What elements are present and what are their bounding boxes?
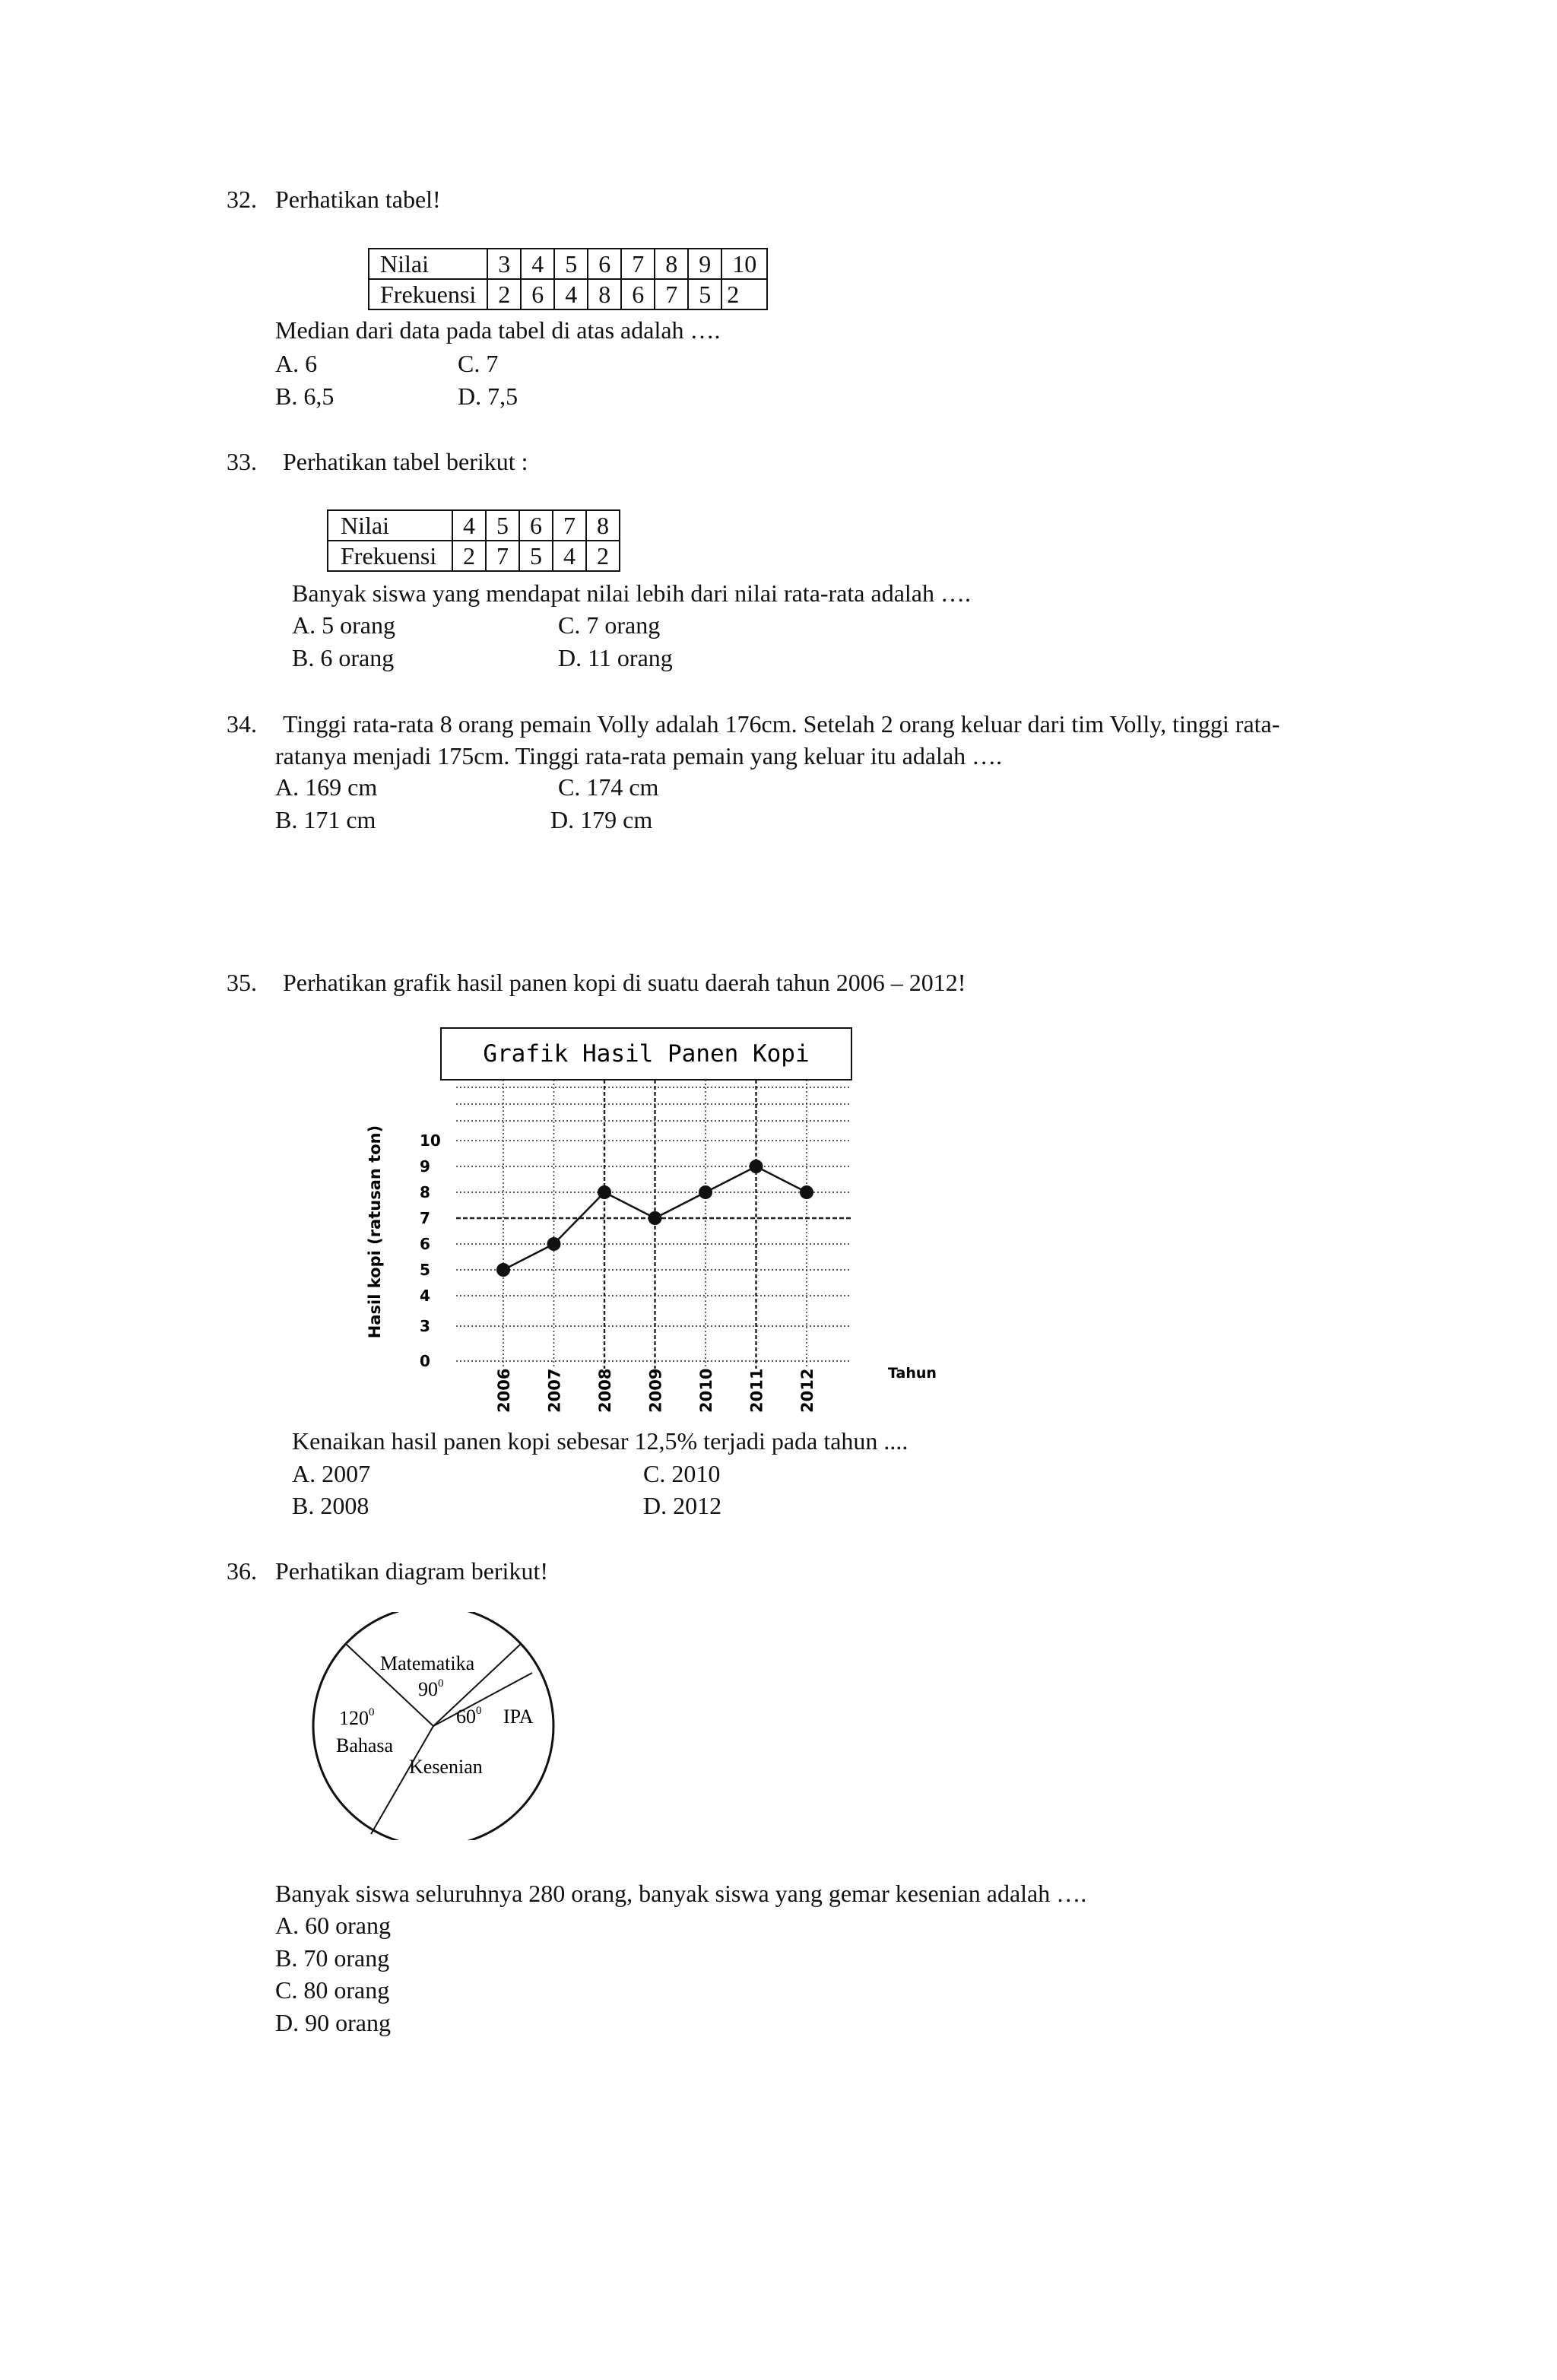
table-cell: 2 bbox=[586, 541, 620, 571]
data-point-2008 bbox=[598, 1185, 611, 1199]
table-cell: 7 bbox=[553, 510, 586, 541]
option-c[interactable]: C. 7 bbox=[458, 350, 499, 377]
table-cell: 5 bbox=[519, 541, 553, 571]
x-tick-label-2012: 2012 bbox=[798, 1368, 817, 1413]
question-text: Kenaikan hasil panen kopi sebesar 12,5% terjadi pada tahun .... bbox=[292, 1427, 909, 1455]
table-cell: 5 bbox=[688, 279, 721, 309]
question-number: 36. bbox=[227, 1557, 257, 1585]
table-cell: 9 bbox=[688, 249, 721, 279]
table-cell: Frekuensi bbox=[328, 541, 452, 571]
table-cell: 6 bbox=[621, 279, 655, 309]
table-cell: 7 bbox=[655, 279, 688, 309]
option-c[interactable]: C. 80 orang bbox=[275, 1976, 390, 2004]
y-tick-label-6: 6 bbox=[420, 1235, 430, 1253]
x-tick-label-2011: 2011 bbox=[747, 1368, 766, 1413]
option-d[interactable]: D. 11 orang bbox=[558, 644, 673, 671]
y-tick-label-5: 5 bbox=[420, 1261, 430, 1279]
option-a[interactable]: A. 169 cm bbox=[275, 773, 378, 801]
table-cell: 7 bbox=[486, 541, 519, 571]
option-a[interactable]: A. 60 orang bbox=[275, 1912, 391, 1939]
table-cell: 2 bbox=[452, 541, 486, 571]
table-cell: Nilai bbox=[328, 510, 452, 541]
table-cell: 5 bbox=[554, 249, 588, 279]
data-point-2007 bbox=[547, 1237, 561, 1251]
question-prompt: Perhatikan tabel! bbox=[275, 186, 441, 213]
question-text-line2: ratanya menjadi 175cm. Tinggi rata-rata pemain yang keluar itu adalah …. bbox=[275, 742, 1003, 770]
table-row bbox=[369, 279, 767, 309]
pie-label-kesenian: Kesenian bbox=[409, 1756, 483, 1778]
chart-title: Grafik Hasil Panen Kopi bbox=[483, 1040, 810, 1068]
option-d[interactable]: D. 2012 bbox=[643, 1492, 722, 1519]
pie-degree-ipa: $60^0$ bbox=[456, 1705, 482, 1728]
y-tick-label-8: 8 bbox=[420, 1183, 430, 1201]
table-cell: 6 bbox=[519, 510, 553, 541]
table-cell: 5 bbox=[486, 510, 519, 541]
option-b[interactable]: B. 171 cm bbox=[275, 806, 376, 833]
question-number: 34. bbox=[227, 710, 257, 738]
table-cell: 6 bbox=[521, 279, 554, 309]
table-cell: Frekuensi bbox=[369, 279, 487, 309]
table-cell: 4 bbox=[521, 249, 554, 279]
option-c[interactable]: C. 2010 bbox=[643, 1460, 721, 1487]
y-tick-label-0: 0 bbox=[420, 1352, 430, 1370]
table-cell: 10 bbox=[721, 249, 767, 279]
question-text: Median dari data pada tabel di atas adalah …. bbox=[275, 316, 721, 344]
option-d[interactable]: D. 179 cm bbox=[550, 806, 653, 833]
table-cell: 8 bbox=[655, 249, 688, 279]
pie-degree-matematika: $90^0$ bbox=[418, 1677, 444, 1700]
question-text-line1: Tinggi rata-rata 8 orang pemain Volly adalah 176cm. Setelah 2 orang keluar dari tim Volly, tinggi rata- bbox=[283, 710, 1280, 738]
question-number: 32. bbox=[227, 186, 257, 213]
x-tick-label-2009: 2009 bbox=[646, 1368, 665, 1413]
table-row bbox=[369, 249, 767, 279]
data-point-2006 bbox=[496, 1263, 510, 1277]
table-cell: 3 bbox=[487, 249, 521, 279]
pie-label-bahasa: Bahasa bbox=[336, 1734, 394, 1756]
x-tick-label-2007: 2007 bbox=[545, 1368, 564, 1413]
option-a[interactable]: A. 2007 bbox=[292, 1460, 371, 1487]
y-tick-label-10: 10 bbox=[420, 1131, 441, 1150]
question-prompt: Perhatikan tabel berikut : bbox=[283, 448, 528, 475]
y-tick-label-4: 4 bbox=[420, 1287, 430, 1305]
x-axis-label: Tahun bbox=[888, 1365, 937, 1382]
option-d[interactable]: D. 90 orang bbox=[275, 2009, 391, 2036]
option-b[interactable]: B. 6 orang bbox=[292, 644, 395, 671]
question-prompt: Perhatikan diagram berikut! bbox=[275, 1557, 548, 1585]
option-b[interactable]: B. 2008 bbox=[292, 1492, 369, 1519]
y-tick-label-3: 3 bbox=[420, 1317, 430, 1335]
option-b[interactable]: B. 6,5 bbox=[275, 382, 335, 410]
data-table bbox=[327, 509, 620, 572]
table-cell: 8 bbox=[588, 279, 621, 309]
table-cell: 4 bbox=[553, 541, 586, 571]
option-c[interactable]: C. 7 orang bbox=[558, 611, 661, 639]
option-a[interactable]: A. 6 bbox=[275, 350, 318, 377]
question-number: 35. bbox=[227, 969, 257, 996]
data-point-2011 bbox=[750, 1160, 763, 1173]
question-text: Banyak siswa yang mendapat nilai lebih dari nilai rata-rata adalah …. bbox=[292, 579, 971, 607]
data-point-2009 bbox=[648, 1211, 662, 1225]
table-cell: 2 bbox=[487, 279, 521, 309]
question-prompt: Perhatikan grafik hasil panen kopi di suatu daerah tahun 2006 – 2012! bbox=[283, 969, 966, 996]
table-cell: Nilai bbox=[369, 249, 487, 279]
option-c[interactable]: C. 174 cm bbox=[558, 773, 659, 801]
table-cell: 6 bbox=[588, 249, 621, 279]
table-cell: 7 bbox=[621, 249, 655, 279]
y-tick-label-7: 7 bbox=[420, 1209, 430, 1227]
pie-label-ipa: IPA bbox=[503, 1706, 534, 1728]
pie-label-matematika: Matematika bbox=[380, 1652, 475, 1674]
table-row bbox=[328, 541, 620, 571]
data-table bbox=[368, 248, 768, 310]
question-number: 33. bbox=[227, 448, 257, 475]
x-tick-label-2006: 2006 bbox=[495, 1368, 513, 1413]
data-point-2012 bbox=[800, 1185, 813, 1199]
pie-diagram bbox=[304, 1612, 563, 1840]
y-axis-label: Hasil kopi (ratusan ton) bbox=[366, 1125, 384, 1339]
pie-degree-bahasa: $120^0$ bbox=[339, 1706, 375, 1729]
table-cell: 2 bbox=[721, 279, 767, 309]
table-cell: 4 bbox=[554, 279, 588, 309]
data-point-2010 bbox=[699, 1185, 712, 1199]
y-tick-label-9: 9 bbox=[420, 1157, 430, 1176]
option-a[interactable]: A. 5 orang bbox=[292, 611, 395, 639]
x-tick-label-2010: 2010 bbox=[697, 1368, 715, 1413]
table-cell: 4 bbox=[452, 510, 486, 541]
line-chart bbox=[350, 1019, 958, 1422]
option-d[interactable]: D. 7,5 bbox=[458, 382, 518, 410]
table-cell: 8 bbox=[586, 510, 620, 541]
option-b[interactable]: B. 70 orang bbox=[275, 1944, 390, 1972]
question-text: Banyak siswa seluruhnya 280 orang, banyak siswa yang gemar kesenian adalah …. bbox=[275, 1880, 1087, 1907]
table-row bbox=[328, 510, 620, 541]
x-tick-label-2008: 2008 bbox=[596, 1368, 614, 1413]
